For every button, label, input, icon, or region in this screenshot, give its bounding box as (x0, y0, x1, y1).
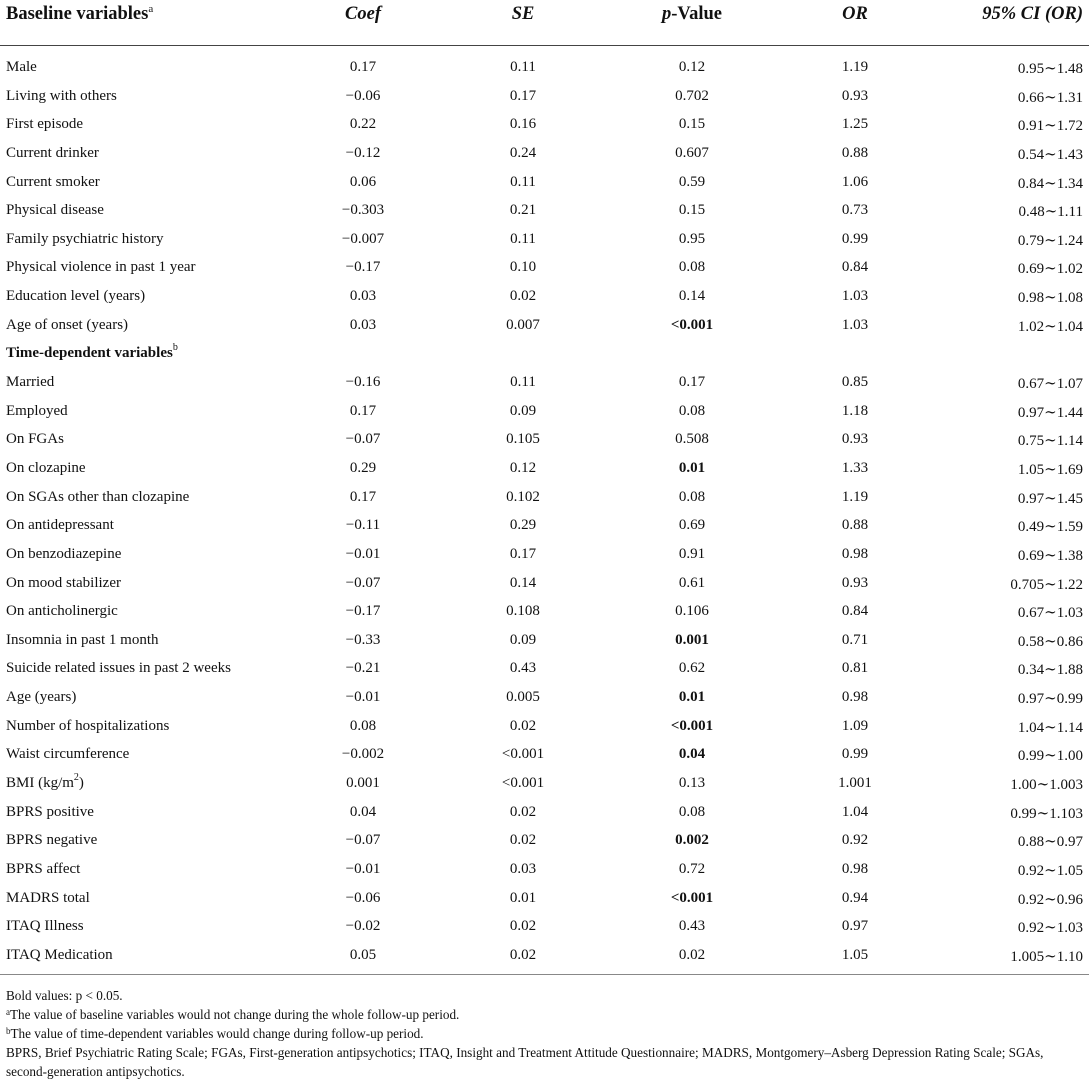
ci-value: 0.99∼1.103 (1010, 805, 1083, 822)
table-row: Education level (years) 0.03 0.02 0.14 1.03 0.98∼1.08 (6, 288, 1083, 307)
table-footnotes (6, 986, 1086, 1081)
ci-value: 0.91∼1.72 (1017, 118, 1083, 135)
ci-value: 0.67∼1.03 (1017, 605, 1083, 622)
table-body (0, 46, 1089, 963)
footnote-rule (0, 974, 1089, 975)
variable-name: MADRS total (6, 889, 90, 906)
variable-name: Family psychiatric history (6, 230, 164, 247)
variable-name: Male (6, 59, 37, 75)
table-row: On SGAs other than clozapine 0.17 0.102 0.08 1.19 0.97∼1.45 (6, 488, 1083, 507)
table-header: Baseline variables$^a$ Coef SE p-Value OR 95% CI (OR) (0, 0, 1089, 46)
table-row: Waist circumference −0.002 <0.001 0.04 0.99 0.99∼1.00 (6, 746, 1083, 765)
variable-name: Current drinker (6, 144, 99, 161)
variable-name: Suicide related issues in past 2 weeks (6, 660, 231, 677)
ci-value: 1.05∼1.69 (1017, 461, 1083, 478)
footnote-b: $^b$The value of time-dependent variables would change during follow-up period. (6, 1026, 424, 1041)
header-ci: 95% CI (OR) (982, 4, 1083, 24)
table-row: Age (years) −0.01 0.005 0.01 0.98 0.97∼0.99 (6, 689, 1083, 708)
ci-value: 0.705∼1.22 (1010, 576, 1083, 593)
table-row: Insomnia in past 1 month −0.33 0.09 0.001 0.71 0.58∼0.86 (6, 631, 1083, 650)
variable-name: Education level (years) (6, 288, 146, 305)
table-row: Suicide related issues in past 2 weeks −0.21 0.43 0.62 0.81 0.34∼1.88 (6, 660, 1083, 679)
table-row: Physical disease −0.303 0.21 0.15 0.73 0.48∼1.11 (6, 202, 1083, 221)
table-row: First episode 0.22 0.16 0.15 1.25 0.91∼1.72 (6, 116, 1083, 135)
table-row: BPRS affect −0.01 0.03 0.72 0.98 0.92∼1.05 (6, 860, 1083, 879)
ci-value: 0.34∼1.88 (1017, 662, 1083, 679)
variable-name: Current smoker (6, 173, 100, 190)
variable-name: Physical disease (6, 202, 104, 219)
variable-name: BPRS positive (6, 803, 94, 820)
ci-value: 1.00∼1.003 (1010, 777, 1083, 794)
footnote-a: $^a$The value of baseline variables would not change during the whole follow-up period. (6, 1007, 460, 1022)
ci-value: 0.79∼1.24 (1017, 232, 1083, 249)
table-row: Physical violence in past 1 year −0.17 0.10 0.08 0.84 0.69∼1.02 (6, 259, 1083, 278)
ci-value: 0.48∼1.11 (1018, 204, 1083, 221)
table-row: Living with others −0.06 0.17 0.702 0.93 0.66∼1.31 (6, 87, 1083, 106)
variable-name: Married (6, 374, 55, 391)
table-row: Married −0.16 0.11 0.17 0.85 0.67∼1.07 (6, 374, 1083, 393)
ci-value: 0.88∼0.97 (1017, 834, 1083, 851)
variable-name: On SGAs other than clozapine (6, 488, 190, 505)
variable-name: On clozapine (6, 459, 86, 476)
variable-name: Age (years) (6, 689, 77, 706)
ci-value: 0.97∼1.45 (1017, 490, 1083, 507)
variable-name: Age of onset (years) (6, 316, 129, 333)
variable-name: Living with others (6, 87, 117, 104)
variable-name: First episode (6, 116, 84, 133)
ci-value: 0.97∼0.99 (1017, 691, 1083, 708)
section-label: Time-dependent variables$^b$ (6, 342, 178, 362)
ci-value: 0.49∼1.59 (1017, 519, 1083, 536)
variable-name: ITAQ Illness (6, 918, 84, 935)
variable-name: On benzodiazepine (6, 545, 122, 562)
ci-value: 0.58∼0.86 (1017, 633, 1083, 650)
table-row: On antidepressant −0.11 0.29 0.69 0.88 0.49∼1.59 (6, 517, 1083, 536)
ci-value: 0.54∼1.43 (1017, 146, 1083, 163)
variable-name: Physical violence in past 1 year (6, 259, 196, 276)
table-row: ITAQ Illness −0.02 0.02 0.43 0.97 0.92∼1.03 (6, 918, 1083, 937)
variable-name: BMI $(kg/m^2)$ (6, 772, 84, 792)
table-row: ITAQ Medication 0.05 0.02 0.02 1.05 1.005∼1.10 (6, 946, 1083, 965)
table-row: Current smoker 0.06 0.11 0.59 1.06 0.84∼1.34 (6, 173, 1083, 192)
table-row: Age of onset (years) 0.03 0.007 <0.001 1.03 1.02∼1.04 (6, 316, 1083, 335)
table-row: BMI $(kg/m^2)$ 0.001 <0.001 0.13 1.001 1.00∼1.003 (6, 772, 1083, 794)
table-row: BPRS negative −0.07 0.02 0.002 0.92 0.88∼0.97 (6, 832, 1083, 851)
ci-value: 0.92∼0.96 (1017, 891, 1083, 908)
variable-name: Number of hospitalizations (6, 717, 170, 734)
variable-name: Insomnia in past 1 month (6, 631, 159, 648)
variable-name: On anticholinergic (6, 603, 118, 620)
variable-name: BPRS negative (6, 832, 98, 849)
ci-value: 0.69∼1.38 (1017, 547, 1083, 564)
ci-value: 0.67∼1.07 (1017, 376, 1083, 393)
ci-value: 0.98∼1.08 (1017, 290, 1083, 307)
header-variables: Baseline variables$^a$ (6, 3, 154, 24)
table-row: On anticholinergic −0.17 0.108 0.106 0.84 0.67∼1.03 (6, 603, 1083, 622)
ci-value: 0.84∼1.34 (1017, 175, 1083, 192)
table-row: On clozapine 0.29 0.12 0.01 1.33 1.05∼1.69 (6, 459, 1083, 478)
table-row: BPRS positive 0.04 0.02 0.08 1.04 0.99∼1.103 (6, 803, 1083, 822)
ci-value: 0.92∼1.03 (1017, 920, 1083, 937)
ci-value: 0.66∼1.31 (1017, 89, 1083, 106)
table-row: Number of hospitalizations 0.08 0.02 <0.001 1.09 1.04∼1.14 (6, 717, 1083, 736)
ci-value: 0.97∼1.44 (1017, 404, 1083, 421)
ci-value: 0.92∼1.05 (1017, 862, 1083, 879)
table-row: On FGAs −0.07 0.105 0.508 0.93 0.75∼1.14 (6, 431, 1083, 450)
ci-value: 0.75∼1.14 (1017, 433, 1083, 450)
table-row: MADRS total −0.06 0.01 <0.001 0.94 0.92∼0.96 (6, 889, 1083, 908)
ci-value: 0.99∼1.00 (1017, 748, 1083, 765)
variable-name: Waist circumference (6, 746, 130, 763)
table-row: Current drinker −0.12 0.24 0.607 0.88 0.54∼1.43 (6, 144, 1083, 163)
table-row: On mood stabilizer −0.07 0.14 0.61 0.93 0.705∼1.22 (6, 574, 1083, 593)
variable-name: On FGAs (6, 431, 64, 448)
table-row: Family psychiatric history −0.007 0.11 0.95 0.99 0.79∼1.24 (6, 230, 1083, 249)
table-row: On benzodiazepine −0.01 0.17 0.91 0.98 0.69∼1.38 (6, 545, 1083, 564)
ci-value: 0.69∼1.02 (1017, 261, 1083, 278)
ci-value: 1.005∼1.10 (1010, 948, 1083, 965)
section-header-time-dependent (0, 332, 1089, 361)
table-row: Employed 0.17 0.09 0.08 1.18 0.97∼1.44 (6, 402, 1083, 421)
variable-name: Employed (6, 402, 68, 419)
table-row: Male 0.17 0.11 0.12 1.19 0.95∼1.48 (6, 59, 1083, 77)
ci-value: 1.02∼1.04 (1017, 318, 1083, 335)
variable-name: ITAQ Medication (6, 946, 113, 963)
abbreviations-note: BPRS, Brief Psychiatric Rating Scale; FGAs, First-generation antipsychotics; ITAQ, Insight and Treatment Attitude Questionnaire; MADRS, Montgomery–Asberg Depression Rating Scale; SGAs, second-generation antipsychotics. (6, 1045, 1044, 1079)
variable-name: On mood stabilizer (6, 574, 121, 591)
variable-name: On antidepressant (6, 517, 114, 534)
bold-note: Bold values: p < 0.05. (6, 988, 123, 1003)
ci-value: 0.95∼1.48 (1017, 61, 1083, 77)
ci-value: 1.04∼1.14 (1017, 719, 1083, 736)
variable-name: BPRS affect (6, 860, 81, 877)
